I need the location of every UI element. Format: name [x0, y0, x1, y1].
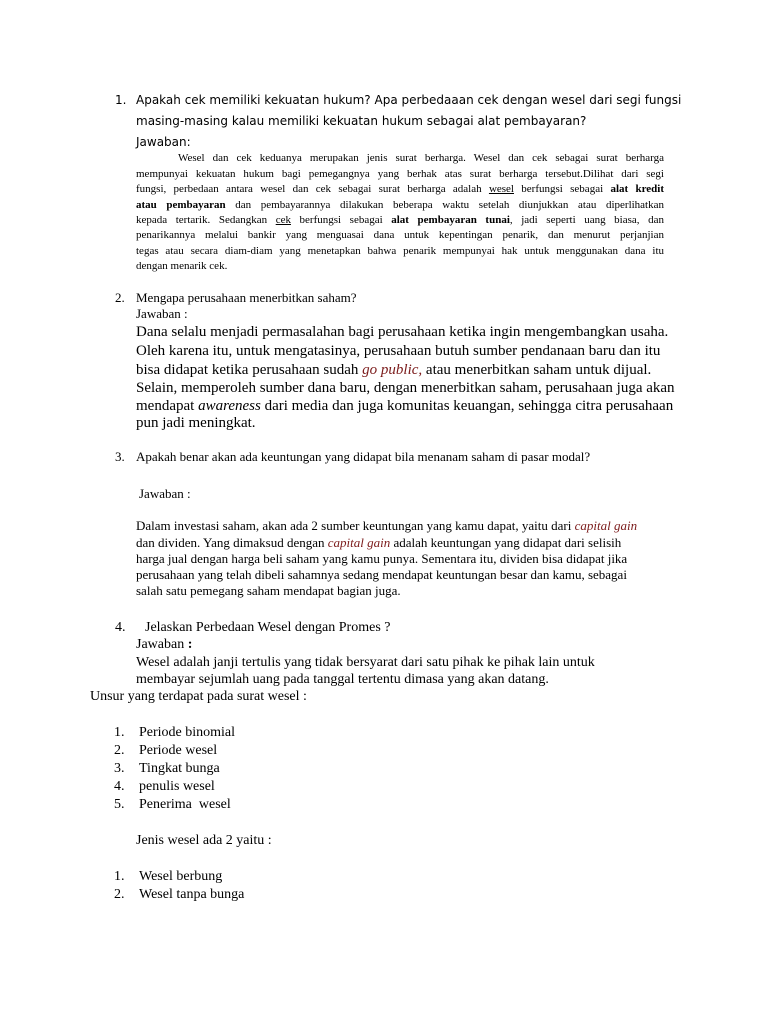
q1-answer-line: tegas atau secara diam-diam yang menetapkan bahwa penarik mempunyai hak untuk menggunakan dana itu [136, 245, 664, 257]
q1-answer-line: mempunyai kekuatan hukum bagi pemegangnya yang berhak atas surat berharga tersebut.Dilihat dari segi [136, 168, 664, 180]
q2-number: 2. [115, 290, 125, 305]
q2-answer-line: mendapat awareness dari media dan juga komunitas keuangan, sehingga citra perusahaan [136, 398, 674, 414]
q1-answer-line: kepada tertarik. Sedangkan cek berfungsi sebagai alat pembayaran tunai, jadi seperti uang biasa, dan [136, 214, 665, 226]
q3-number: 3. [115, 449, 125, 464]
q4-answer-line: Wesel adalah janji tertulis yang tidak bersyarat dari satu pihak ke pihak lain untuk [136, 655, 595, 670]
q2-answer-line: Oleh karena itu, untuk mengatasinya, perusahaan butuh sumber pendanaan baru dan itu [136, 343, 661, 359]
q2-answer-line: bisa didapat ketika perusahaan sudah go public, atau menerbitkan saham untuk dijual. [136, 362, 652, 378]
q2-answer-line: pun jadi meningkat. [136, 415, 256, 431]
q1-answer-label: Jawaban: [136, 135, 191, 149]
jenis-heading: Jenis wesel ada 2 yaitu : [136, 833, 272, 848]
q1-number: 1. [115, 93, 127, 107]
q4-answer-label: Jawaban : [136, 637, 193, 652]
go-public-term: go public, [362, 362, 423, 378]
q1-answer-line: fungsi, perbedaan antara wesel dan cek sebagai surat berharga adalah wesel berfungsi sebagai alat kredit [136, 183, 665, 195]
q1-answer-line: atau pembayaran dan pembayarannya dilakukan beberapa waktu setelah diunjukkan atau diperlihatkan [136, 199, 664, 211]
q4-answer-line: membayar sejumlah uang pada tanggal tertentu dimasa yang akan datang. [136, 672, 549, 687]
wesel-term: wesel [488, 183, 514, 195]
q3-question: Apakah benar akan ada keuntungan yang didapat bila menanam saham di pasar modal? [136, 449, 591, 464]
alat-pembayaran-tunai-term: alat pembayaran tunai [391, 214, 510, 226]
q4-question: Jelaskan Perbedaan Wesel dengan Promes ? [145, 620, 391, 635]
q3-answer-line: salah satu pemegang saham mendapat bagian juga. [136, 583, 401, 598]
q3-answer-line: dan dividen. Yang dimaksud dengan capital gain adalah keuntungan yang didapat dari selisih [136, 535, 622, 550]
unsur-heading: Unsur yang terdapat pada surat wesel : [90, 689, 307, 704]
cek-term: cek [275, 214, 291, 226]
q2-question: Mengapa perusahaan menerbitkan saham? [136, 290, 357, 305]
q1-answer-line: dengan menarik cek. [136, 260, 228, 272]
q1-answer-line: Wesel dan cek keduanya merupakan jenis surat berharga. Wesel dan cek sebagai surat berharga [178, 152, 664, 164]
capital-gain-term: capital gain [574, 518, 638, 533]
q3-answer-line: Dalam investasi saham, akan ada 2 sumber keuntungan yang kamu dapat, yaitu dari capital gain [136, 518, 638, 533]
capital-gain-term: capital gain [327, 535, 391, 550]
q2-answer-line: Dana selalu menjadi permasalahan bagi perusahaan ketika ingin mengembangkan usaha. [136, 324, 669, 340]
q1-question-line-2: masing-masing kalau memiliki kekuatan hukum sebagai alat pembayaran? [136, 114, 587, 128]
q3-answer-line: harga jual dengan harga beli saham yang kamu punya. Sementara itu, dividen bisa didapat jika [136, 551, 628, 566]
q3-answer-line: perusahaan yang telah dibeli sahamnya sedang mendapat keuntungan besar dan kamu, sebagai [136, 567, 627, 582]
q4-number: 4. [115, 620, 126, 635]
q1-question-line-1: Apakah cek memiliki kekuatan hukum? Apa perbedaaan cek dengan wesel dari segi fungsi [136, 93, 682, 107]
q2-answer-line: Selain, memperoleh sumber dana baru, dengan menerbitkan saham, perusahaan juga akan [136, 380, 675, 396]
alat-kredit-term: alat kredit [610, 183, 665, 195]
awareness-term: awareness [198, 398, 261, 414]
atau-pembayaran-term: atau pembayaran [136, 199, 226, 211]
q1-answer-line: penarikannya melalui bankir yang menguasai dana untuk kepentingan penarik, dan menurut perjanjian [136, 229, 664, 241]
q2-answer-label: Jawaban : [136, 306, 188, 321]
q3-answer-label: Jawaban : [139, 486, 191, 501]
